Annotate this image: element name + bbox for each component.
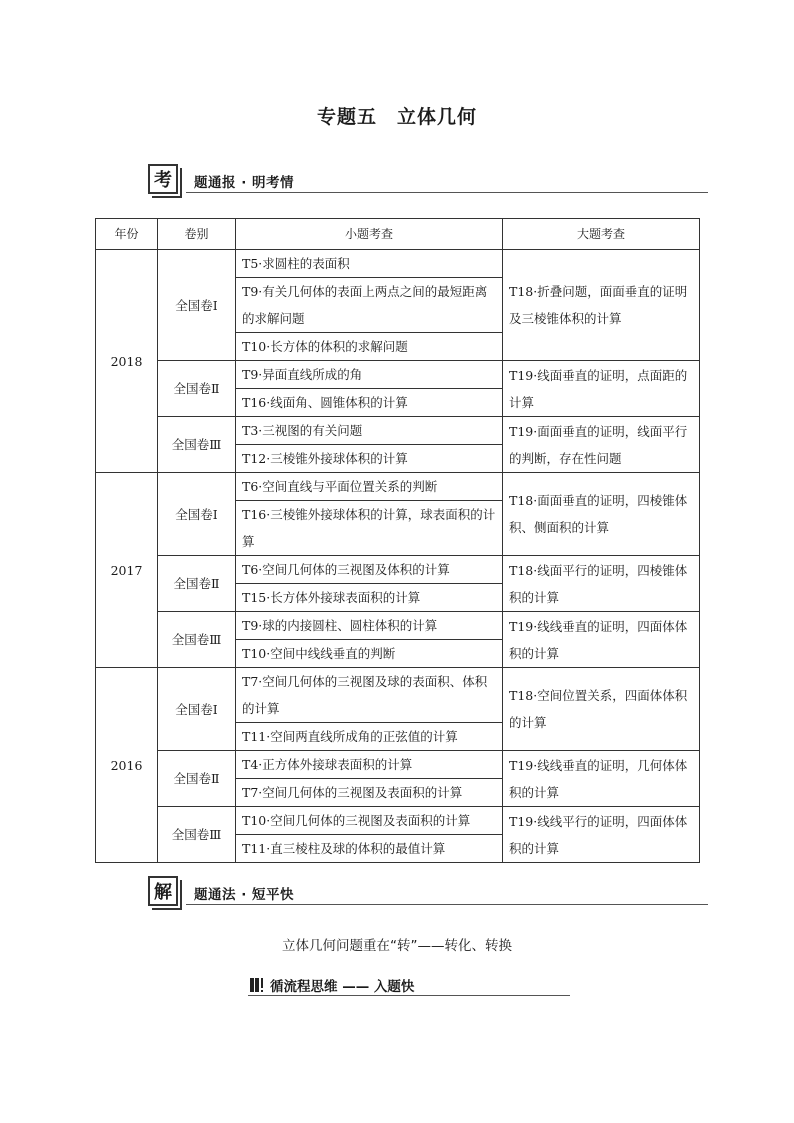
bars-icon bbox=[250, 978, 264, 992]
small-question-cell: T7·空间几何体的三视图及球的表面积、体积的计算 bbox=[236, 668, 503, 723]
header-paper: 卷别 bbox=[158, 219, 236, 250]
year-cell: 2018 bbox=[96, 250, 158, 473]
subsection-label: 循流程思维 —— 入题快 bbox=[270, 979, 415, 995]
small-question-cell: T4·正方体外接球表面积的计算 bbox=[236, 751, 503, 779]
table-row bbox=[96, 250, 700, 278]
year-cell: 2016 bbox=[96, 668, 158, 863]
header-small-questions: 小题考查 bbox=[236, 219, 503, 250]
table-row bbox=[96, 473, 700, 501]
paper-cell: 全国卷Ⅰ bbox=[158, 473, 236, 556]
small-question-cell: T5·求圆柱的表面积 bbox=[236, 250, 503, 278]
small-question-cell: T3·三视图的有关问题 bbox=[236, 417, 503, 445]
section-divider bbox=[186, 192, 708, 193]
small-question-cell: T9·球的内接圆柱、圆柱体积的计算 bbox=[236, 612, 503, 640]
paper-cell: 全国卷Ⅲ bbox=[158, 807, 236, 863]
paper-cell: 全国卷Ⅲ bbox=[158, 612, 236, 668]
small-question-cell: T9·有关几何体的表面上两点之间的最短距离的求解问题 bbox=[236, 278, 503, 333]
big-question-cell: T18·线面平行的证明，四棱锥体积的计算 bbox=[503, 556, 700, 612]
paper-cell: 全国卷Ⅰ bbox=[158, 250, 236, 361]
small-question-cell: T7·空间几何体的三视图及表面积的计算 bbox=[236, 779, 503, 807]
section-label: 题通报 · 明考情 bbox=[194, 175, 295, 191]
table-row bbox=[96, 668, 700, 723]
section-badge: 考 bbox=[148, 164, 178, 194]
small-question-cell: T16·线面角、圆锥体积的计算 bbox=[236, 389, 503, 417]
subsection-header bbox=[248, 975, 570, 997]
small-question-cell: T15·长方体外接球表面积的计算 bbox=[236, 584, 503, 612]
table-row bbox=[96, 807, 700, 835]
paper-cell: 全国卷Ⅱ bbox=[158, 751, 236, 807]
table-row bbox=[96, 612, 700, 640]
paper-cell: 全国卷Ⅰ bbox=[158, 668, 236, 751]
section-divider bbox=[186, 904, 708, 905]
paper-cell: 全国卷Ⅱ bbox=[158, 361, 236, 417]
big-question-cell: T19·线面垂直的证明，点面距的计算 bbox=[503, 361, 700, 417]
small-question-cell: T11·直三棱柱及球的体积的最值计算 bbox=[236, 835, 503, 863]
page-title: 专题五 立体几何 bbox=[316, 106, 477, 128]
table-row bbox=[96, 417, 700, 445]
small-question-cell: T16·三棱锥外接球体积的计算，球表面积的计算 bbox=[236, 501, 503, 556]
section-badge: 解 bbox=[148, 876, 178, 906]
small-question-cell: T6·空间直线与平面位置关系的判断 bbox=[236, 473, 503, 501]
body-text: 立体几何问题重在“转”——转化、转换 bbox=[282, 938, 512, 954]
big-question-cell: T19·线线平行的证明，四面体体积的计算 bbox=[503, 807, 700, 863]
small-question-cell: T10·空间中线线垂直的判断 bbox=[236, 640, 503, 668]
subsection-divider bbox=[248, 995, 570, 996]
big-question-cell: T18·面面垂直的证明，四棱锥体积、侧面积的计算 bbox=[503, 473, 700, 556]
year-cell: 2017 bbox=[96, 473, 158, 668]
big-question-cell: T19·线线垂直的证明，几何体体积的计算 bbox=[503, 751, 700, 807]
header-year: 年份 bbox=[96, 219, 158, 250]
small-question-cell: T10·空间几何体的三视图及表面积的计算 bbox=[236, 807, 503, 835]
table-row bbox=[96, 556, 700, 584]
small-question-cell: T12·三棱锥外接球体积的计算 bbox=[236, 445, 503, 473]
table-row bbox=[96, 751, 700, 779]
small-question-cell: T10·长方体的体积的求解问题 bbox=[236, 333, 503, 361]
section-header-exam-info bbox=[148, 164, 708, 198]
paper-cell: 全国卷Ⅱ bbox=[158, 556, 236, 612]
exam-analysis-table bbox=[95, 218, 700, 863]
small-question-cell: T11·空间两直线所成角的正弦值的计算 bbox=[236, 723, 503, 751]
section-header-methods bbox=[148, 876, 708, 910]
header-big-questions: 大题考查 bbox=[503, 219, 700, 250]
small-question-cell: T6·空间几何体的三视图及体积的计算 bbox=[236, 556, 503, 584]
section-label: 题通法 · 短平快 bbox=[194, 887, 295, 903]
big-question-cell: T19·面面垂直的证明，线面平行的判断，存在性问题 bbox=[503, 417, 700, 473]
big-question-cell: T18·折叠问题，面面垂直的证明及三棱锥体积的计算 bbox=[503, 250, 700, 361]
table-row bbox=[96, 361, 700, 389]
small-question-cell: T9·异面直线所成的角 bbox=[236, 361, 503, 389]
table-header-row bbox=[96, 219, 700, 250]
big-question-cell: T18·空间位置关系，四面体体积的计算 bbox=[503, 668, 700, 751]
paper-cell: 全国卷Ⅲ bbox=[158, 417, 236, 473]
big-question-cell: T19·线线垂直的证明，四面体体积的计算 bbox=[503, 612, 700, 668]
